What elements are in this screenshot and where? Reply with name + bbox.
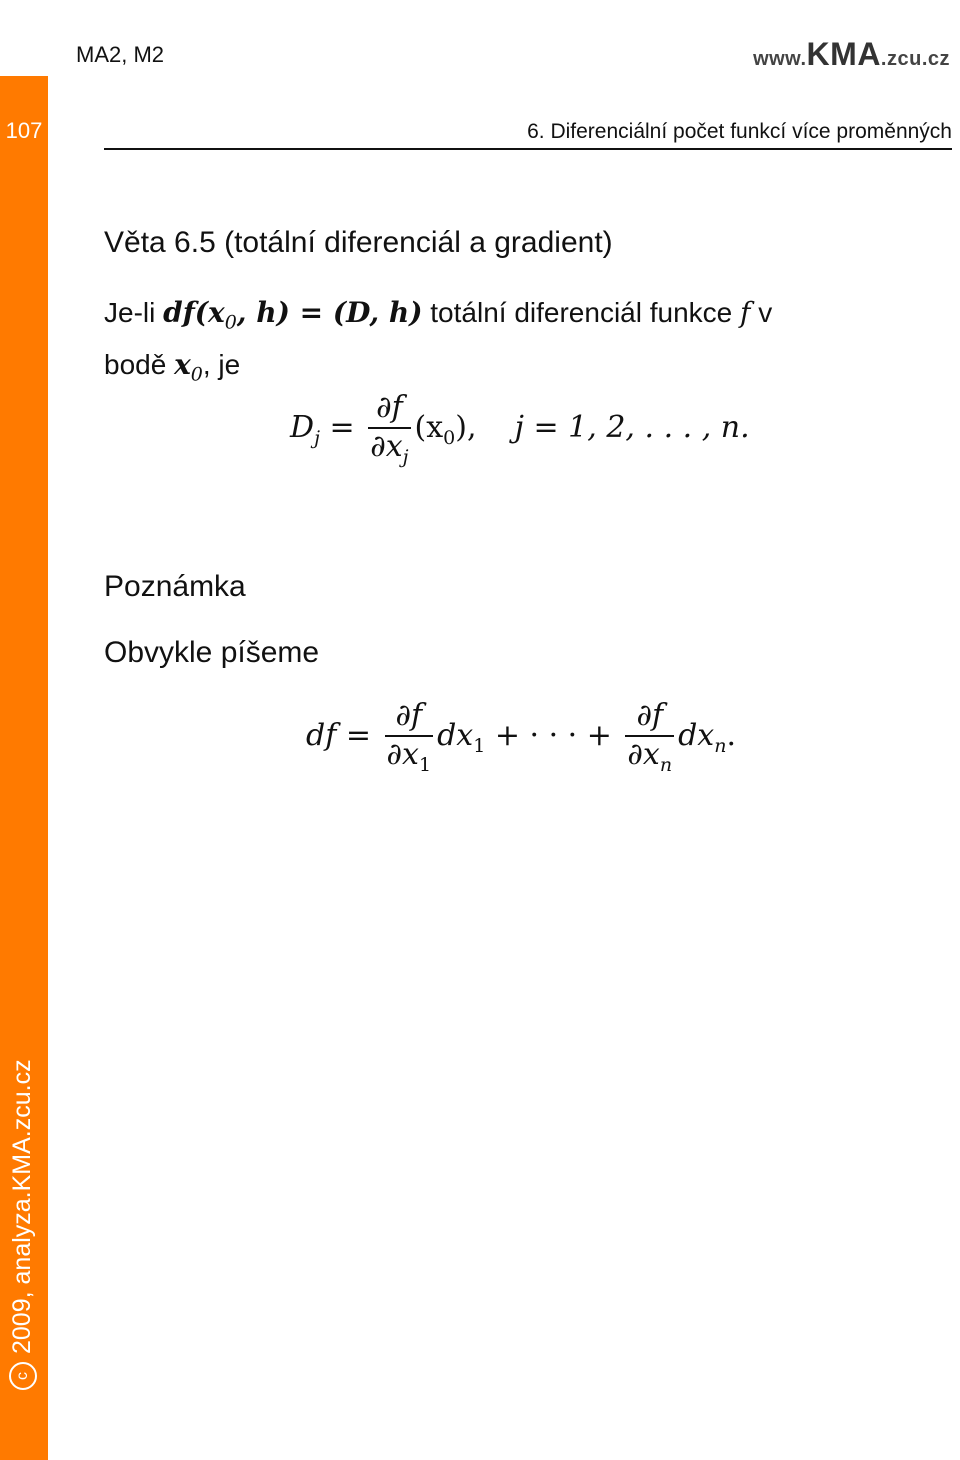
eq-lhs: D: [290, 410, 315, 445]
formula-df: $df(x_0$, h) = (D, h): [163, 296, 423, 334]
line2-suffix: , je: [202, 348, 241, 380]
theorem-title: Věta 6.5 (totální diferenciál a gradient): [104, 226, 613, 259]
line2-prefix: bodě: [104, 348, 167, 380]
partial-derivative-equation: $D_j$ = $\frac{\partial f}{\partial x_j}$ $(x_0)$, j = 1, 2, . . . , n.: [290, 390, 750, 468]
theorem-statement: [104, 292, 954, 395]
sidebar-top-blank: [0, 0, 48, 76]
copyright-icon: c: [9, 1362, 37, 1390]
header-rule: [104, 148, 952, 150]
eq-range: j = 1, 2, . . . , n.: [514, 410, 750, 445]
credit-text: 2009, analyza.KMA.zcu.cz: [8, 1059, 36, 1354]
intro-prefix: Je-li: [104, 297, 156, 328]
eq-equals: =: [329, 410, 355, 445]
remark-title: Poznámka: [104, 570, 246, 603]
chapter-title: 6. Diferenciální počet funkcí více proměnných: [527, 120, 952, 143]
total-differential-equation: df = $\frac{\partial f}{\partial x_1}$ $dx_1$ + · · · + $\frac{\partial f}{\partial x_n}$ $dx_n$.: [306, 698, 737, 776]
logo-prefix: www.: [753, 48, 807, 70]
line2-x: x: [174, 347, 191, 381]
df-lhs: df =: [306, 718, 371, 753]
logo-suffix: .zcu.cz: [880, 48, 950, 70]
fraction-1: $\frac{\partial f}{\partial x_1}$: [386, 698, 432, 776]
fraction-n: $\frac{\partial f}{\partial x_n}$: [627, 698, 673, 776]
site-logo: [753, 36, 950, 73]
copyright-credit: [8, 1059, 37, 1390]
course-label: MA2, M2: [76, 42, 165, 67]
logo-main: KMA: [806, 36, 881, 72]
intro-text: totální diferenciál funkce: [430, 297, 733, 328]
eq-fraction: $\frac{\partial f}{\partial x_j}$: [370, 390, 409, 468]
line2-sub: 0: [190, 363, 203, 386]
page-number: 107: [5, 118, 43, 143]
remark-text: Obvykle píšeme: [104, 636, 320, 669]
v-word: v: [758, 297, 773, 328]
f-symbol: f: [740, 296, 751, 329]
